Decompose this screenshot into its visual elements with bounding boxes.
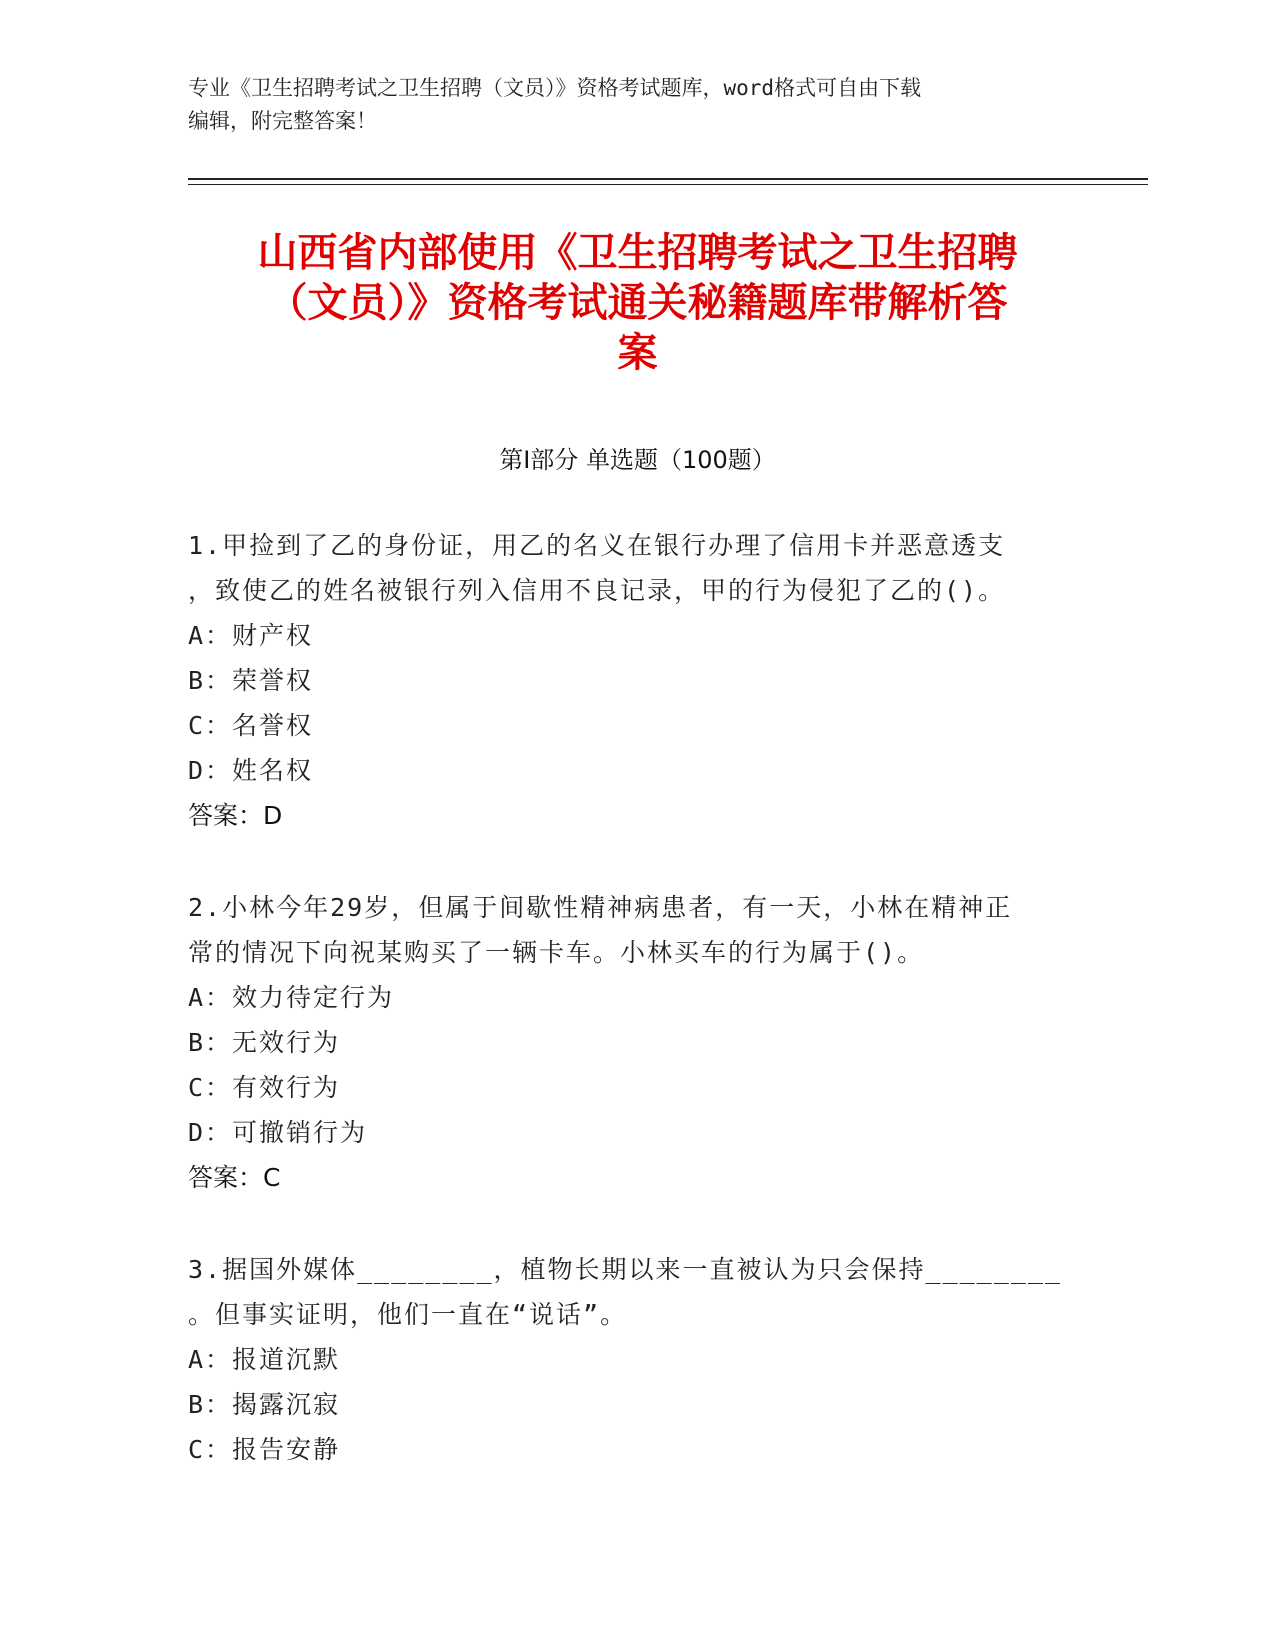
answer: 答案：D [188, 801, 283, 830]
option-c: C：有效行为 [188, 1073, 341, 1102]
question-stem [188, 1247, 1088, 1337]
title-line-1: 山西省内部使用《卫生招聘考试之卫生招聘 [257, 230, 1018, 276]
question-stem-line-2: ，致使乙的姓名被银行列入信用不良记录，甲的行为侵犯了乙的()。 [188, 576, 1006, 605]
title-line-2: （文员）》资格考试通关秘籍题库带解析答 [267, 280, 1008, 326]
option-b: B：荣誉权 [188, 666, 314, 695]
header-note-line-1: 专业《卫生招聘考试之卫生招聘（文员）》资格考试题库，word格式可自由下载 [188, 76, 922, 100]
option-a: A：效力待定行为 [188, 983, 395, 1012]
question-2 [188, 885, 1088, 1200]
question-stem-line-1: 1.甲捡到了乙的身份证，用乙的名义在银行办理了信用卡并恶意透支 [188, 531, 1006, 560]
option-b: B：揭露沉寂 [188, 1390, 341, 1419]
document-title [150, 228, 1125, 378]
header-rule-thin [188, 184, 1148, 185]
question-1 [188, 523, 1088, 838]
option-d: D：姓名权 [188, 756, 314, 785]
header-note-line-2: 编辑，附完整答案！ [188, 109, 377, 133]
option-d: D：可撤销行为 [188, 1118, 368, 1147]
option-a: A：报道沉默 [188, 1345, 341, 1374]
question-3 [188, 1247, 1088, 1472]
question-stem [188, 885, 1088, 975]
question-stem [188, 523, 1088, 613]
option-c: C：名誉权 [188, 711, 314, 740]
question-stem-line-2: 常的情况下向祝某购买了一辆卡车。小林买车的行为属于()。 [188, 938, 925, 967]
question-stem-line-1: 2.小林今年29岁，但属于间歇性精神病患者，有一天，小林在精神正 [188, 893, 1013, 922]
option-a: A：财产权 [188, 621, 314, 650]
option-b: B：无效行为 [188, 1028, 341, 1057]
header-note [188, 72, 1068, 138]
answer: 答案：C [188, 1163, 281, 1192]
question-stem-line-1: 3.据国外媒体________，植物长期以来一直被认为只会保持________ [188, 1255, 1062, 1284]
header-rule-thick [188, 178, 1148, 180]
option-c: C：报告安静 [188, 1435, 341, 1464]
question-stem-line-2: 。但事实证明，他们一直在“说话”。 [188, 1300, 628, 1329]
title-line-3: 案 [617, 330, 658, 376]
section-title: 第Ⅰ部分 单选题（100题） [499, 446, 776, 474]
